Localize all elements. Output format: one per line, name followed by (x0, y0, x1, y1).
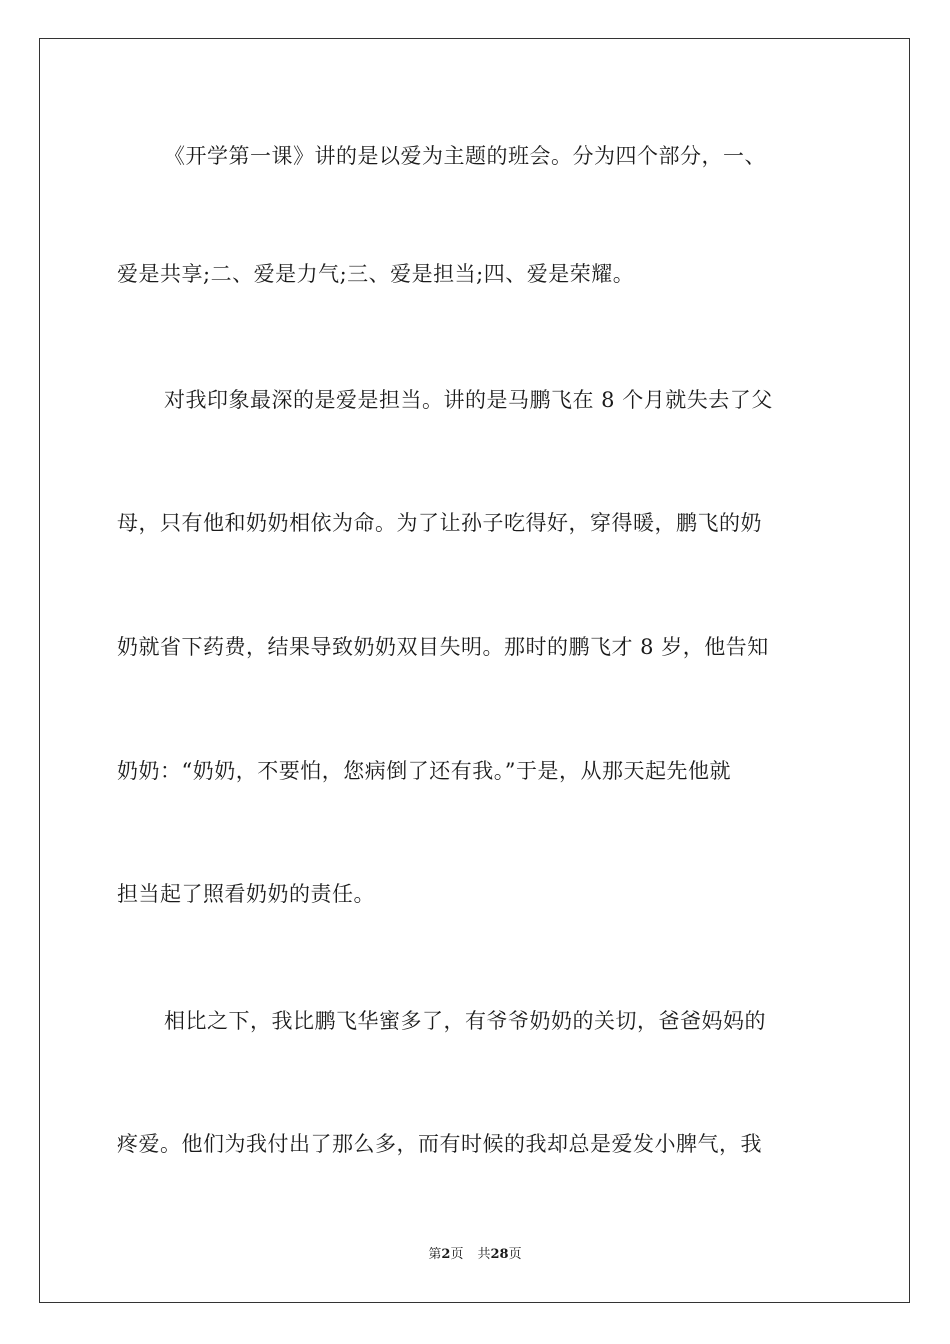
total-prefix: 共 (477, 1247, 491, 1262)
paragraph-2-line-3: 奶就省下药费，结果导致奶奶双目失明。那时的鹏飞才 8 岁，他告知 (117, 635, 769, 659)
paragraph-1-line-1: 《开学第一课》讲的是以爱为主题的班会。分为四个部分，一、 (164, 144, 766, 168)
paragraph-2-line-2: 母，只有他和奶奶相依为命。为了让孙子吃得好，穿得暖，鹏飞的奶 (117, 511, 762, 535)
paragraph-3-line-1: 相比之下，我比鹏飞华蜜多了，有爷爷奶奶的关切，爸爸妈妈的 (164, 1009, 766, 1033)
paragraph-3-line-2: 疼爱。他们为我付出了那么多，而有时候的我却总是爱发小脾气，我 (117, 1132, 762, 1156)
page-border (39, 38, 910, 1303)
page-number: 2 (441, 1247, 451, 1262)
total-suffix: 页 (508, 1247, 522, 1262)
paragraph-2-line-1: 对我印象最深的是爱是担当。讲的是马鹏飞在 8 个月就失去了父 (164, 388, 773, 412)
paragraph-2-line-4: 奶奶：“奶奶，不要怕，您病倒了还有我。”于是，从那天起先他就 (117, 759, 731, 783)
total-pages: 28 (490, 1247, 509, 1262)
paragraph-1-line-2: 爱是共享;二、爱是力气;三、爱是担当;四、爱是荣耀。 (117, 262, 635, 286)
page-footer (0, 1245, 950, 1265)
page-prefix: 第 (428, 1247, 442, 1262)
page-suffix: 页 (450, 1247, 464, 1262)
paragraph-2-line-5: 担当起了照看奶奶的责任。 (117, 882, 375, 906)
